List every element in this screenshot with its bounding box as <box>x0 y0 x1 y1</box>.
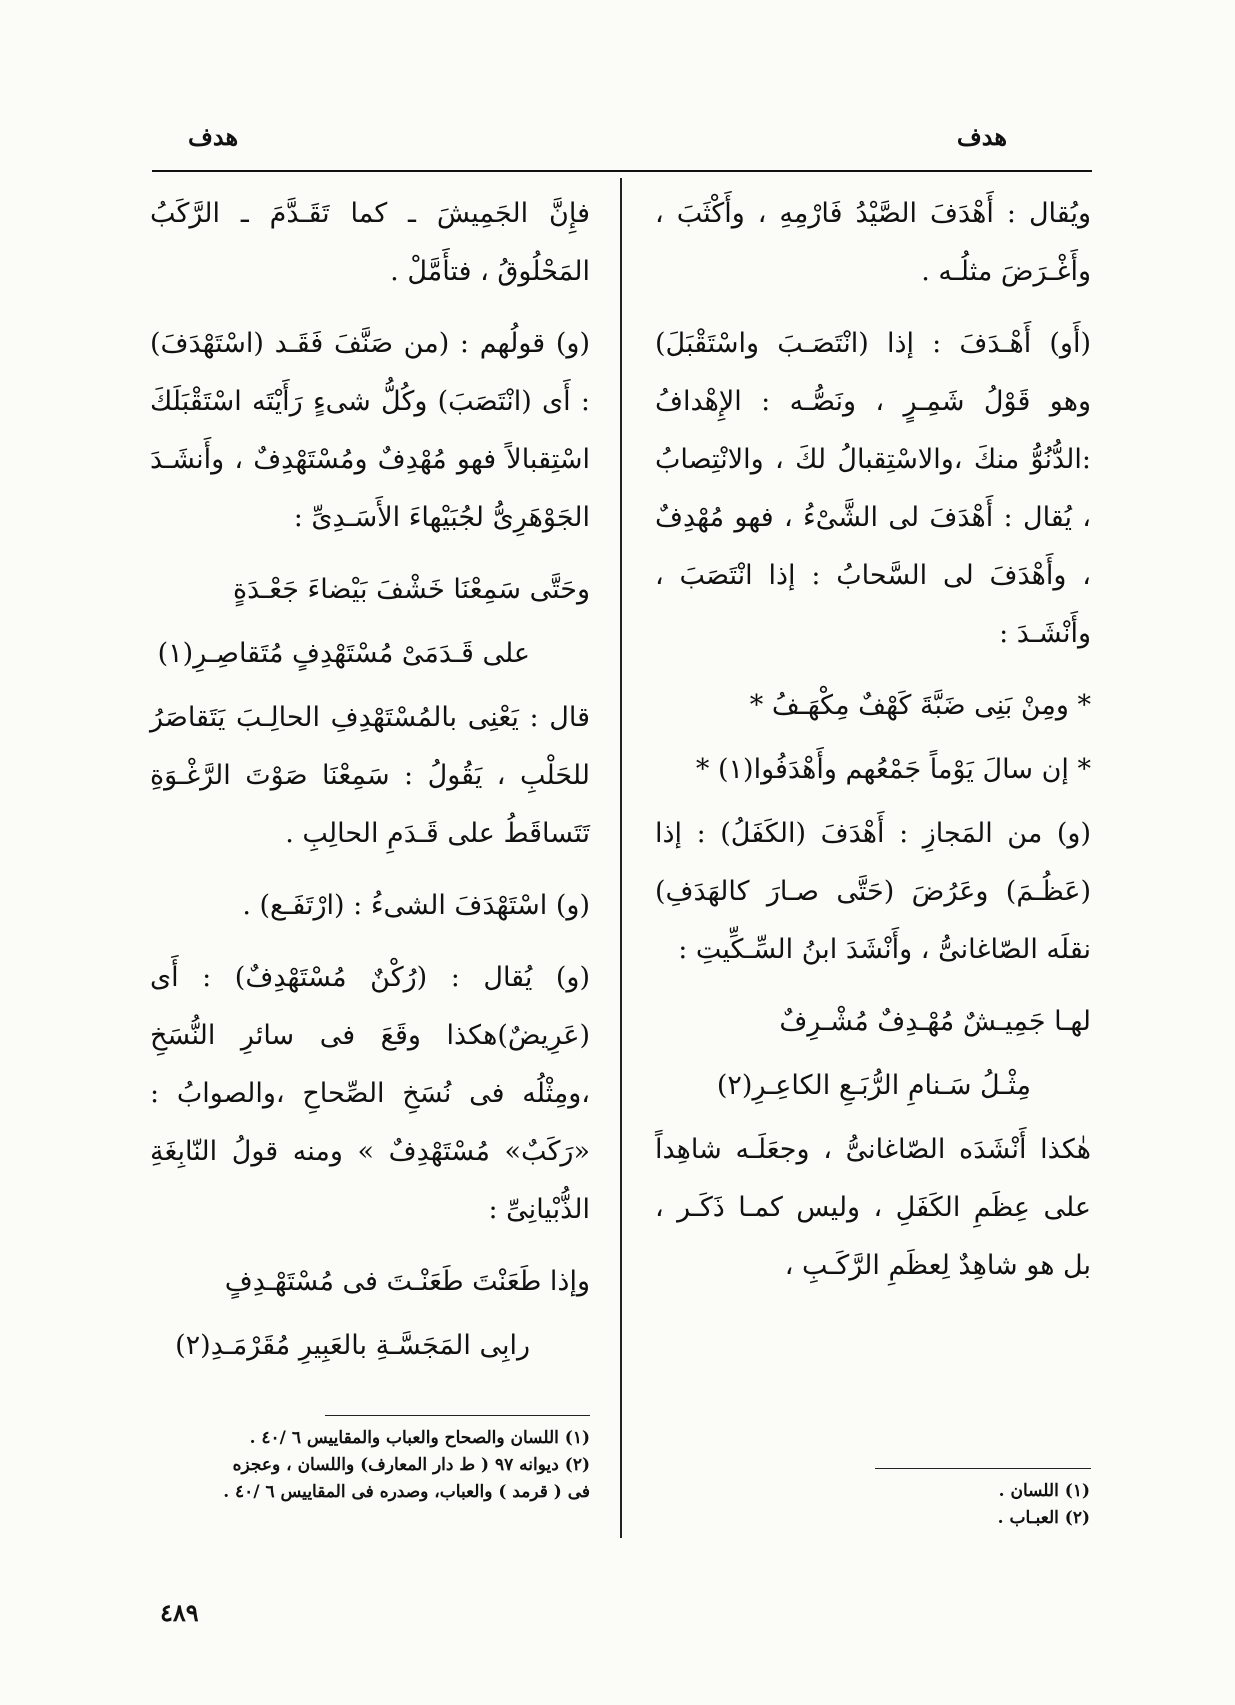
footnote: فى ( قرمد ) والعباب، وصدره فى المقاييس ٦ /٤٠ . <box>223 1482 590 1502</box>
verse-line: وإذا طَعَنْتَ طَعَنْـتَ فى مُسْتَهْـدِفٍ <box>224 1266 590 1297</box>
paragraph: (و) من المَجازِ : أَهْدَفَ (الكَفَلُ) : إذا (عَظُـمَ) وعَرُضَ (حَتَّى صـارَ كالهَدَفِ) نقلَه الصّاغانىُّ ، وأَنْشَدَ ابنُ السِّـكِّيتِ : <box>655 818 1091 965</box>
column-divider <box>620 178 622 1538</box>
footnotes-left <box>150 1425 590 1506</box>
paragraph: (أَو) أَهْـدَفَ : إذا (انْتَصَـبَ واسْتَقْبَلَ) وهو قَوْلُ شَمِـرٍ ، ونَصُّـه : الإِهْدافُ :الدُّنُوُّ منكَ ،والاسْتِقبالُ لكَ ، والانْتِصابُ ، يُقال : أَهْدَفَ لى الشَّىْءُ ، فهو مُهْدِفٌ ، وأَهْدَفَ لى السَّحابُ : إذا انْتَصَبَ ، وأَنْشَـدَ : <box>655 328 1091 649</box>
verse-line: على قَـدَمَىْ مُسْتَهْدِفٍ مُتَقاصِـرِ(١) <box>157 638 530 669</box>
running-head-right: هدف <box>956 122 1007 151</box>
footnote: (٢) ديوانه ٩٧ ( ط دار المعارف) واللسان ، وعجزه <box>232 1455 590 1475</box>
verse-line: وحَتَّى سَمِعْنَا خَشْفَ بَيْضاءَ جَعْـدَةٍ <box>232 574 590 605</box>
right-column <box>655 185 1091 1309</box>
verse-line: لهـا جَمِيـشٌ مُهْـدِفٌ مُشْـرِفٌ <box>779 1006 1091 1037</box>
paragraph: (و) اسْتَهْدَفَ الشىءُ : (ارْتَفَـع) . <box>242 890 590 921</box>
left-column <box>150 185 590 1381</box>
footnote-rule <box>325 1415 590 1416</box>
paragraph: هٰكذا أَنْشَدَه الصّاغانىُّ ، وجعَلَـه شاهِداً على عِظَمِ الكَفَلِ ، وليس كمـا ذَكَـر ، بل هو شاهِدٌ لِعظَمِ الرَّكَـبِ ، <box>655 1134 1091 1281</box>
footnote: (١) اللسان . <box>998 1481 1090 1501</box>
footnotes-right <box>750 1478 1090 1532</box>
footnote: (١) اللسان والصحاح والعباب والمقاييس ٦ /٤٠ . <box>249 1428 590 1448</box>
header-rule <box>152 170 1092 172</box>
running-head-left: هدف <box>188 122 239 151</box>
verse-line: مِثْـلُ سَـنامِ الرُّبَـعِ الكاعِـرِ(٢) <box>716 1070 1031 1101</box>
verse-line: رابِى المَجَسَّـةِ بالعَبِيرِ مُقَرْمَـدِ(٢) <box>175 1330 530 1361</box>
paragraph: قال : يَعْنِى بالمُسْتَهْدِفِ الحالِـبَ يَتَقاصَرُ للحَلْبِ ، يَقُولُ : سَمِعْنَا صَوْتَ الرَّغْـوَةِ تَتَساقَطُ على قَـدَمِ الحالِبِ . <box>150 702 590 849</box>
page-number: ٤٨٩ <box>160 1598 199 1627</box>
footnote: (٢) العبـاب . <box>997 1508 1090 1528</box>
paragraph: ويُقال : أَهْدَفَ الصَّيْدُ فَارْمِهِ ، وأَكْثَبَ ، وأَغْـرَضَ مثلُـه . <box>655 198 1091 287</box>
verse-line: * إن سالَ يَوْماً جَمْعُهم وأَهْدَفُوا(١) * <box>695 754 1091 785</box>
footnote-rule <box>875 1468 1091 1469</box>
paragraph: (و) يُقال : (رُكْنٌ مُسْتَهْدِفٌ) : أَى (عَرِيضٌ)هكذا وقَعَ فى سائرِ النُّسَخِ ،ومِثْلُه فى نُسَخِ الصِّحاحِ ،والصوابُ : «رَكَبٌ» مُسْتَهْدِفٌ » ومنه قولُ النّابِغَةِ الذُّبْيانِىِّ : <box>150 962 590 1225</box>
verse-line: * ومِنْ بَنِى ضَبَّةَ كَهْفٌ مِكْهَـفُ * <box>749 690 1091 721</box>
paragraph: فإِنَّ الجَمِيشَ ـ كما تَقَـدَّمَ ـ الرَّكَبُ المَحْلُوقُ ، فتأَمَّلْ . <box>150 198 590 287</box>
paragraph: (و) قولُهم : (من صَنَّفَ فَقَـد (اسْتَهْدَفَ) : أَى (انْتَصَبَ) وكُلُّ شىءٍ رَأَيْتَه اسْتَقْبَلَكَ اسْتِقبالاً فهو مُهْدِفٌ ومُسْتَهْدِفٌ ، وأَنشَـدَ الجَوْهَرِىُّ لجُبَيْهاءَ الأَسَـدِىِّ : <box>150 328 590 533</box>
